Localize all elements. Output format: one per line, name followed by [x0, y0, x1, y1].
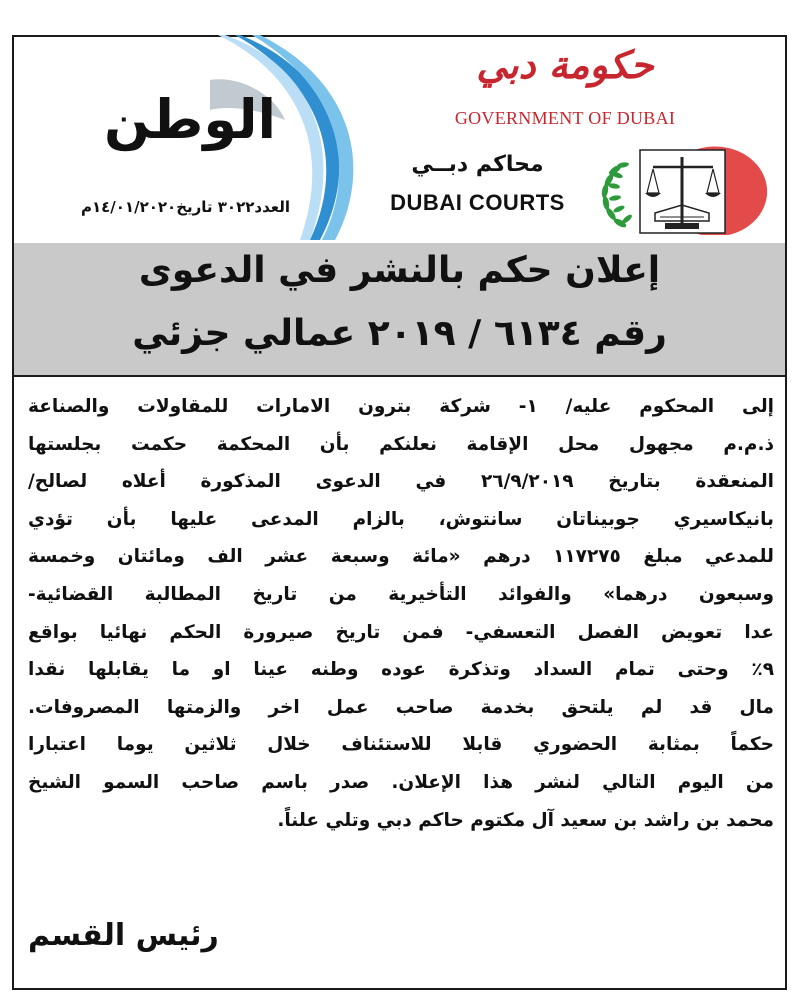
body-line: من اليوم التالي لنشر هذا الإعلان. صدر باسم صاحب السمو الشيخ — [28, 771, 774, 793]
body-line: وسبعون درهما» والفوائد التأخيرية من تاريخ المطالبة القضائية- — [28, 583, 774, 605]
divider — [14, 375, 785, 377]
body-line: مال قد لم يلتحق بخدمة صاحب عمل اخر والزمتها المصروفات. — [28, 696, 774, 718]
body-line: محمد بن راشد بن سعيد آل مكتوم حاكم دبي وتلي علناً. — [277, 809, 774, 831]
courts-name-arabic: محاكم دبــي — [411, 152, 544, 177]
courts-name-english: DUBAI COURTS — [390, 190, 565, 215]
signature-title: رئيس القسم — [28, 918, 219, 953]
body-line: بانيكاسيري جوبيناتان سانتوش، بالزام المدعى عليها بأن تؤدي — [28, 508, 774, 530]
body-line: ذ.م.م مجهول محل الإقامة نعلنكم بأن المحكمة حكمت بجلستها — [28, 433, 774, 455]
notice-title: إعلان حكم بالنشر في الدعوى — [138, 250, 661, 291]
body-line: للمدعي مبلغ ١١٧٢٧٥ درهم «مائة وسبعة عشر الف ومائتان وخمسة — [28, 546, 774, 568]
government-name-arabic: حكومة دبي — [476, 42, 654, 87]
body-line: المنعقدة بتاريخ ٢٦/٩/٢٠١٩ في الدعوى المذكورة أعلاه لصالح/ — [28, 471, 774, 493]
case-number: رقم ٦١٣٤ / ٢٠١٩ عمالي جزئي — [132, 313, 667, 354]
body-line: عدا تعويض الفصل التعسفي- فمن تاريخ صيرورة الحكم نهائيا بواقع — [28, 621, 774, 643]
notice-body — [28, 388, 774, 839]
dubai-courts-emblem-icon — [585, 135, 775, 235]
body-line: ٩٪ وحتى تمام السداد وتذكرة عوده وطنه عينا او ما يقابلها نقدا — [28, 659, 774, 681]
newspaper-name: الوطن — [103, 88, 277, 151]
body-line: إلى المحكوم عليه/ ١- شركة بترون الامارات للمقاولات والصناعة — [28, 396, 774, 417]
government-name-english: GOVERNMENT OF DUBAI — [454, 108, 676, 128]
issue-date: العدد٣٠٢٢ تاريخ١٤/٠١/٢٠٢٠م — [80, 198, 290, 216]
body-line: حكماً بمثابة الحضوري قابلا للاستئناف خلال ثلاثين يوما اعتبارا — [28, 734, 774, 756]
